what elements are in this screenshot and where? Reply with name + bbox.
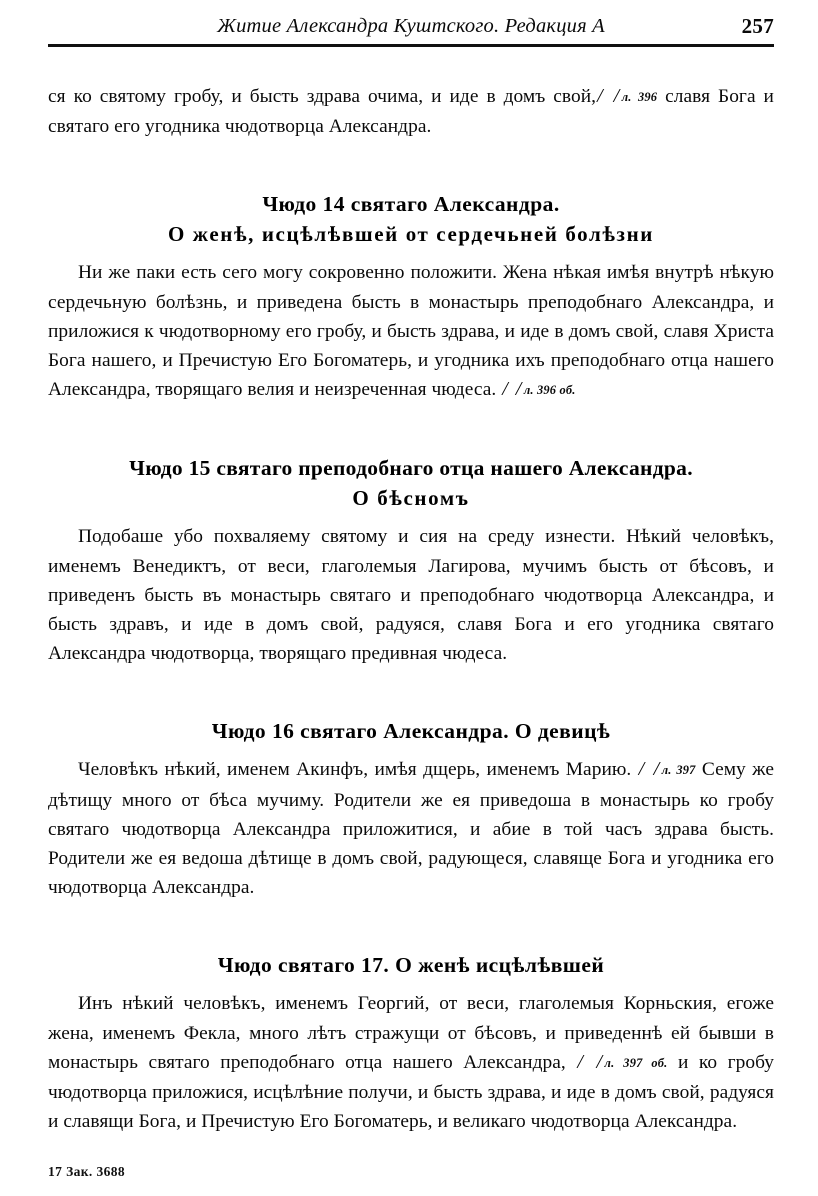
spacer bbox=[48, 513, 774, 522]
opening-paragraph-block bbox=[48, 82, 774, 141]
spacer bbox=[48, 249, 774, 258]
chapter-title-chudo-14: Чюдо 14 святаго Александра. bbox=[262, 192, 560, 217]
folio-slashes: / / bbox=[502, 378, 523, 401]
running-header bbox=[48, 0, 774, 44]
page-number: 257 bbox=[741, 14, 774, 38]
opening-paragraph bbox=[48, 82, 774, 141]
chapter-body-chudo-15 bbox=[48, 522, 774, 668]
opening-text-after-folio: славя Бога и святаго его угодника чюдотворца Александра. bbox=[48, 86, 774, 138]
folio-slashes: / / bbox=[597, 85, 621, 107]
opening-text-before-folio: ся ко святому гробу, и бысть здрава очима, и иде в домъ свой, bbox=[48, 86, 597, 107]
folio-marker: л. 396 bbox=[621, 90, 658, 104]
folio-marker: л. 397 bbox=[661, 763, 696, 778]
chapter-body-text-before-folio: Человѣкъ нѣкий, именем Акинфъ, имѣя дщерь, именемъ Марию. bbox=[78, 759, 632, 781]
spacer bbox=[48, 141, 774, 163]
chapter-chudo-16 bbox=[48, 716, 774, 902]
chapter-chudo-14 bbox=[48, 189, 774, 405]
chapter-body-text-after-folio: и ко гробу чюдотворца приложися, исцѣлѣние получи, и бысть здрава, и иде в домъ свой, радуяся и славящи Бога, и Пречистую Его Богоматерь, и великаго чюдотворца Александра. bbox=[48, 1051, 775, 1133]
footer-signature: 17 Зак. 3688 bbox=[48, 1164, 126, 1179]
chapter-body-chudo-14 bbox=[48, 258, 774, 405]
spacer bbox=[48, 405, 774, 427]
chapter-chudo-15 bbox=[48, 453, 774, 668]
folio-marker: л. 397 об. bbox=[604, 1055, 668, 1070]
spacer bbox=[48, 668, 774, 690]
running-header-title: Житие Александра Куштского. Редакция А bbox=[217, 15, 605, 37]
page-content bbox=[48, 0, 774, 1136]
spacer bbox=[48, 980, 774, 989]
folio-slashes: / / bbox=[638, 758, 661, 781]
chapter-body-text-before-folio: Инъ нѣкий человѣкъ, именемъ Георгий, от веси, глаголемыя Корньския, егоже жена, именемъ Фекла, много лѣтъ стражущи от бѣсовъ, и приведеннѣ ей бывши в монастырь святаго преподобнаго отца нашего Александра, bbox=[48, 993, 774, 1073]
header-rule bbox=[48, 44, 774, 47]
folio-slashes: / / bbox=[577, 1050, 604, 1073]
chapter-body-text-after-folio: Сему же дѣтищу много от бѣса мучиму. Родители же ея приведоша в монастырь ко гробу святаго чюдотворца Александра приложитися, и абие в той часъ здрава бысть. Родители же ея ведоша дѣтище в домъ свой, радующеся, славяще Бога и угодника его чюдотворца Александра. bbox=[48, 759, 774, 899]
chapter-body-chudo-16 bbox=[48, 755, 774, 902]
chapter-chudo-17 bbox=[48, 950, 774, 1136]
chapter-subtitle-chudo-14: О женѣ, исцѣлѣвшей от сердечьней болѣзни bbox=[168, 222, 654, 247]
chapter-body-text: Ни же паки есть сего могу сокровенно положити. Жена нѣкая имѣя внутрѣ нѣкую сердечьную болѣзнь, и приведена бысть в монастырь преподобнаго Александра, и приложися к чюдотворному его гробу, и бысть здрава, и иде в домъ свой, славя Христа Бога нашего, и Пречистую Его Богоматерь, и угодника ихъ преподобнаго отца нашего Александра, творящаго велия и неизреченная чюдеса. bbox=[48, 262, 774, 401]
chapter-title-chudo-15: Чюдо 15 святаго преподобнаго отца нашего Александра. bbox=[129, 456, 693, 481]
spacer bbox=[48, 902, 774, 924]
chapter-title-chudo-17: Чюдо святаго 17. О женѣ исцѣлѣвшей bbox=[217, 953, 605, 978]
chapter-title-chudo-16: Чюдо 16 святаго Александра. О девицѣ bbox=[211, 719, 611, 744]
chapter-subtitle-chudo-15: О бѣсномъ bbox=[352, 486, 470, 511]
chapter-body-text: Подобаше убо похваляему святому и сия на среду изнести. Нѣкий человѣкъ, именемъ Венедиктъ, от веси, глаголемыя Лагирова, мучимъ бысть от бѣсовъ, и приведенъ бысть въ монастырь святаго и преподобнаго чюдотворца Александра, и бысть здравъ, и иде в домъ свой, радуяся, славя Бога и его угодника святаго Александра чюдотворца, творящаго предивная чюдеса. bbox=[48, 526, 774, 665]
spacer bbox=[48, 746, 774, 755]
folio-marker: л. 396 об. bbox=[523, 383, 576, 398]
chapter-body-chudo-17 bbox=[48, 989, 774, 1136]
